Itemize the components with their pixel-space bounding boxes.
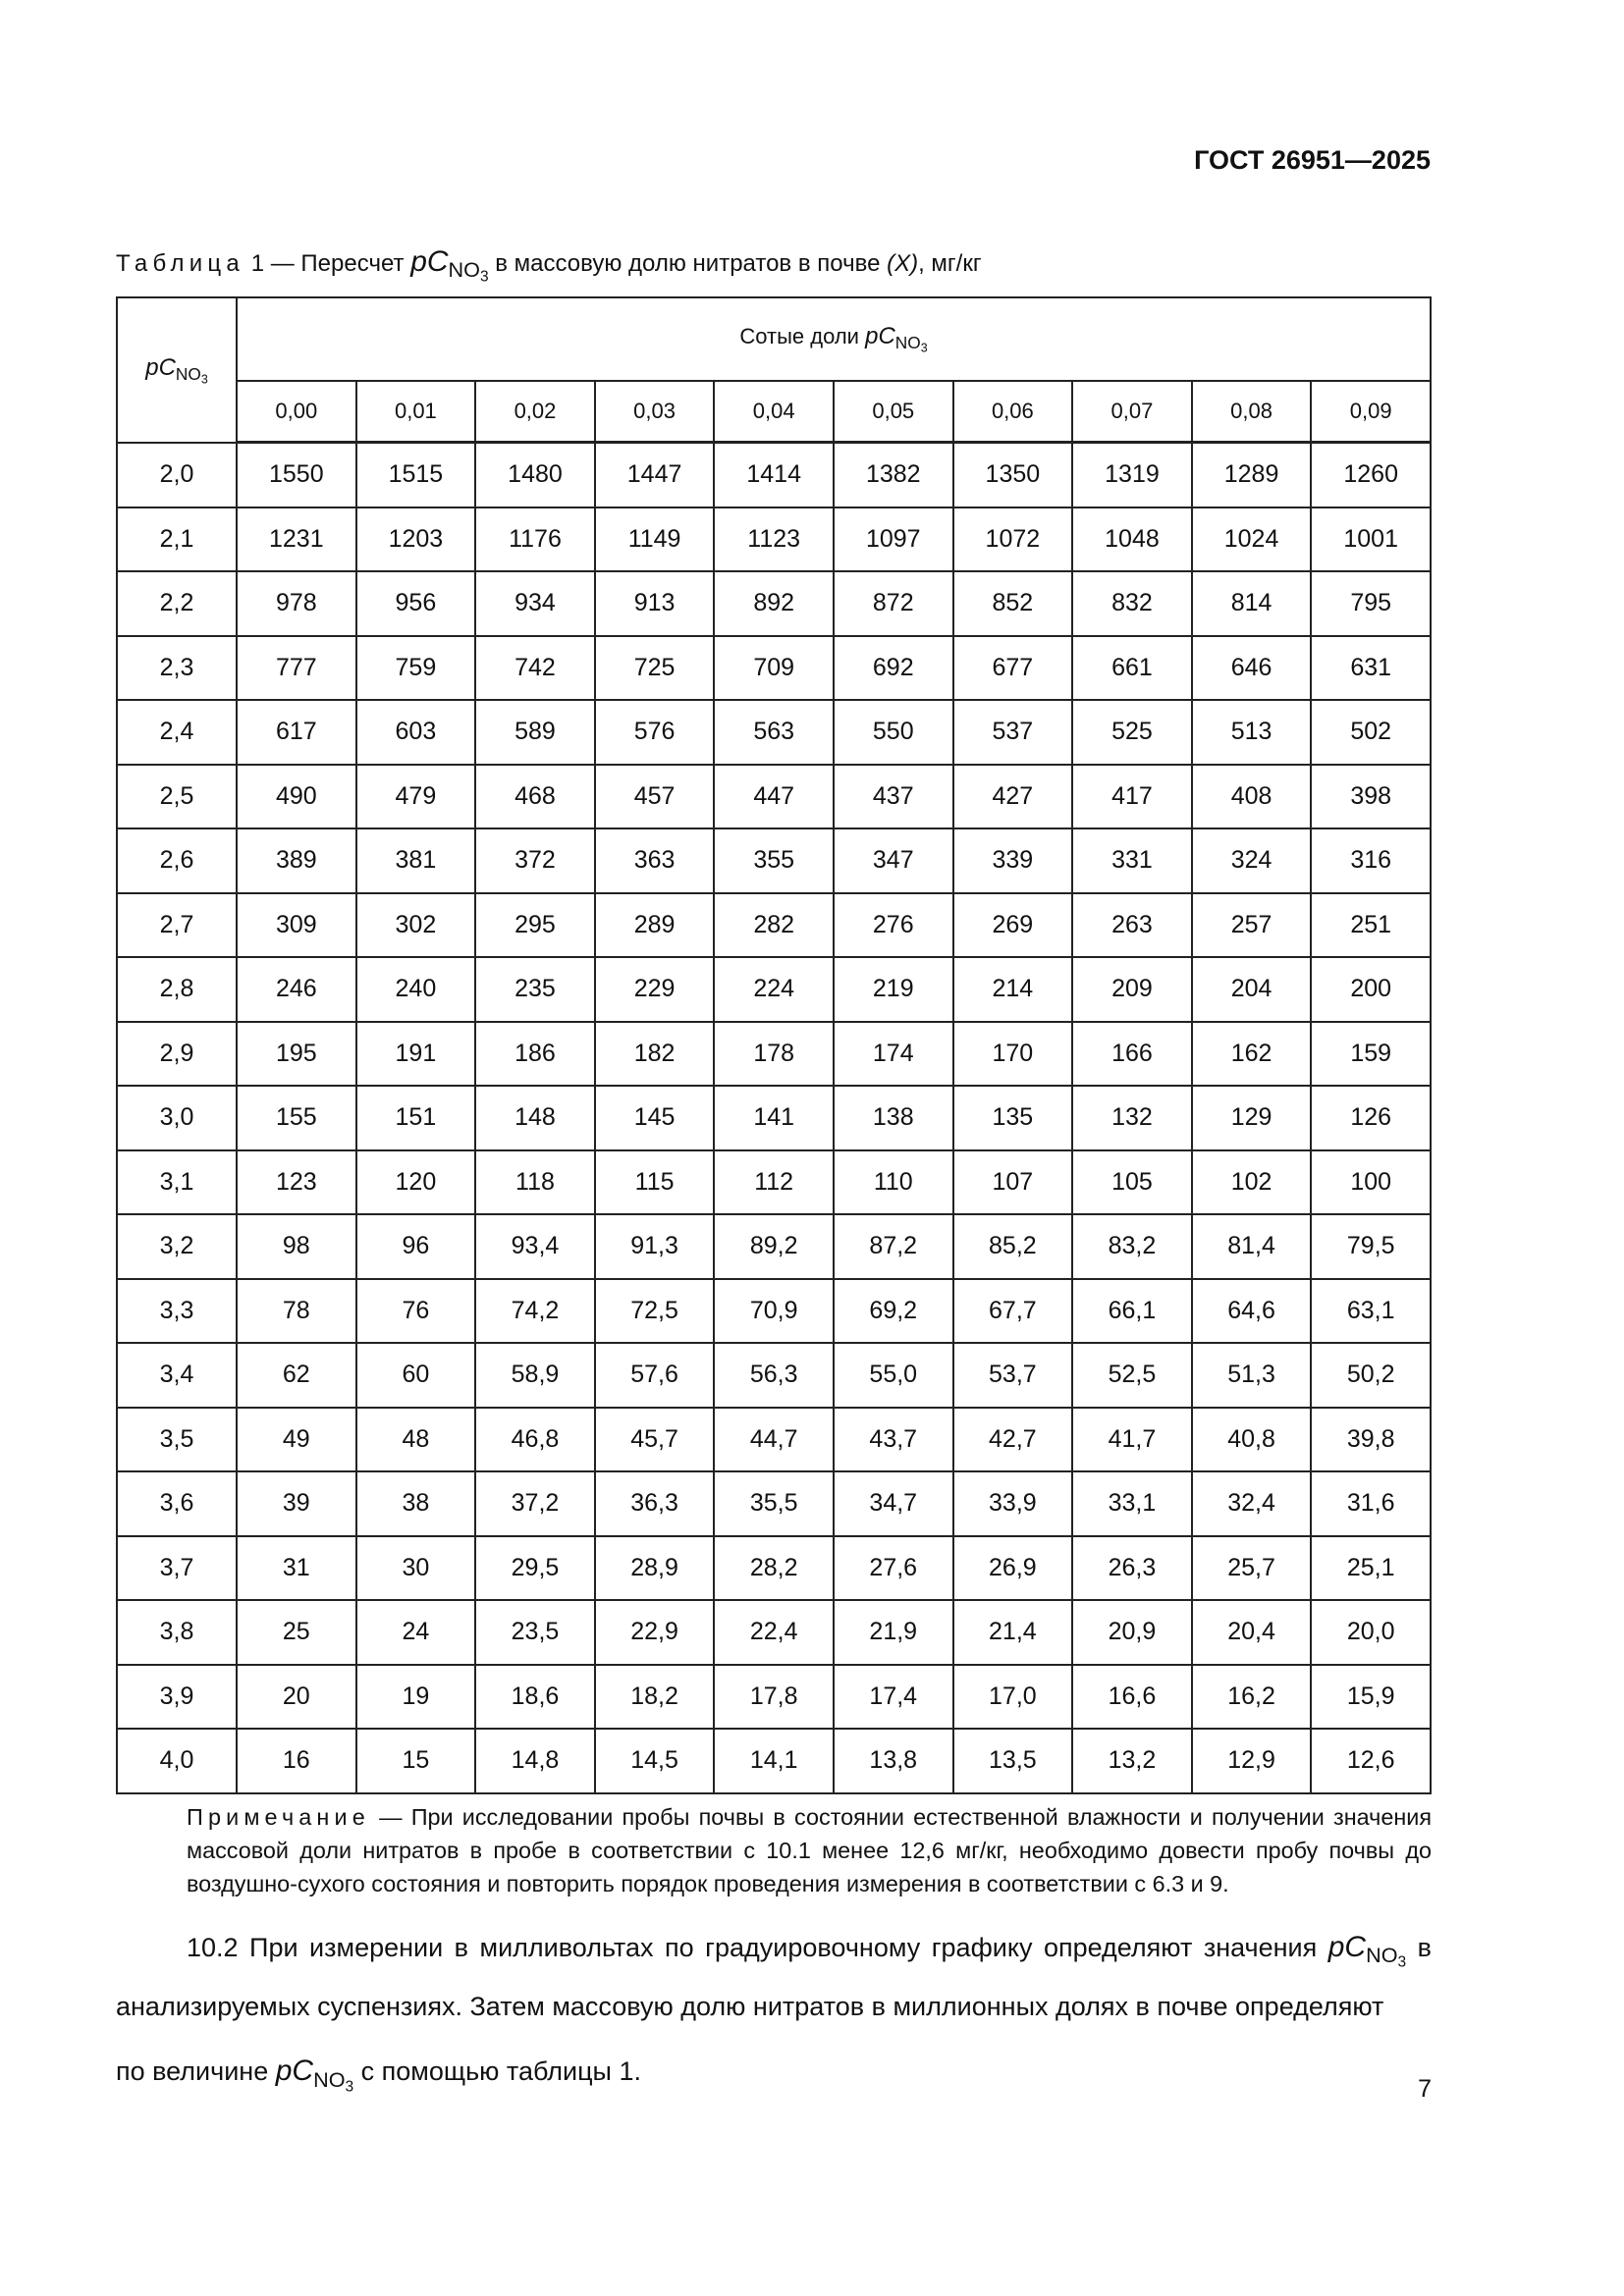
table-cell: 40,8 [1192, 1408, 1312, 1472]
table-cell: 219 [834, 957, 953, 1022]
table-cell: 18,2 [595, 1665, 715, 1730]
table-cell: 1447 [595, 443, 715, 507]
table-cell: 129 [1192, 1086, 1312, 1150]
table-cell: 777 [237, 636, 356, 701]
table-cell: 1480 [475, 443, 595, 507]
table-cell: 302 [356, 893, 476, 958]
table-cell: 118 [475, 1150, 595, 1215]
note-label: Примечание [187, 1804, 370, 1830]
table-row [117, 1536, 1431, 1601]
table-cell: 93,4 [475, 1214, 595, 1279]
table-cell: 537 [953, 700, 1073, 765]
table-cell: 26,3 [1072, 1536, 1192, 1601]
table-cell: 70,9 [714, 1279, 834, 1344]
table-cell: 24 [356, 1600, 476, 1665]
table-cell: 100 [1311, 1150, 1431, 1215]
table-cell: 1319 [1072, 443, 1192, 507]
table-cell: 31,6 [1311, 1471, 1431, 1536]
table-cell: 16,2 [1192, 1665, 1312, 1730]
table-cell: 479 [356, 765, 476, 829]
table-cell: 251 [1311, 893, 1431, 958]
table-cell: 289 [595, 893, 715, 958]
table-cell: 36,3 [595, 1471, 715, 1536]
table-cell: 91,3 [595, 1214, 715, 1279]
table-cell: 155 [237, 1086, 356, 1150]
table-cell: 39 [237, 1471, 356, 1536]
table-cell: 170 [953, 1022, 1073, 1087]
table-cell: 331 [1072, 828, 1192, 893]
table-cell: 48 [356, 1408, 476, 1472]
table-cell: 25,1 [1311, 1536, 1431, 1601]
table-row [117, 957, 1431, 1022]
table-cell: 18,6 [475, 1665, 595, 1730]
table-cell: 178 [714, 1022, 834, 1087]
table-row [117, 765, 1431, 829]
table-cell: 214 [953, 957, 1073, 1022]
table-cell: 1350 [953, 443, 1073, 507]
table-cell: 17,0 [953, 1665, 1073, 1730]
table-cell: 123 [237, 1150, 356, 1215]
table-cell: 502 [1311, 700, 1431, 765]
table-cell: 257 [1192, 893, 1312, 958]
table-cell: 16 [237, 1729, 356, 1793]
table-cell: 57,6 [595, 1343, 715, 1408]
table-cell: 151 [356, 1086, 476, 1150]
table-cell: 437 [834, 765, 953, 829]
table-cell: 12,6 [1311, 1729, 1431, 1793]
table-row [117, 700, 1431, 765]
table-cell: 1048 [1072, 507, 1192, 572]
table-cell: 135 [953, 1086, 1073, 1150]
row-key: 3,0 [117, 1086, 237, 1150]
table-cell: 617 [237, 700, 356, 765]
conversion-table [116, 296, 1432, 1794]
table-cell: 78 [237, 1279, 356, 1344]
table-cell: 224 [714, 957, 834, 1022]
section-paragraph: 10.2 При измерении в милливольтах по градуировочному графику определяют значения $pC_{NO_3}$ в анализируемых суспензиях. Затем массовую долю нитратов в миллионных долях в почве определяют по величине $pC_{NO_3}$ с помощью таблицы 1. [116, 1931, 1432, 2096]
table-cell: 646 [1192, 636, 1312, 701]
table-cell: 417 [1072, 765, 1192, 829]
table-cell: 174 [834, 1022, 953, 1087]
table-cell: 1289 [1192, 443, 1312, 507]
table-cell: 87,2 [834, 1214, 953, 1279]
table-cell: 576 [595, 700, 715, 765]
corner-header: $pC_{NO_3}$ [117, 297, 237, 443]
table-cell: 934 [475, 571, 595, 636]
table-cell: 148 [475, 1086, 595, 1150]
table-cell: 41,7 [1072, 1408, 1192, 1472]
table-cell: 96 [356, 1214, 476, 1279]
column-header: 0,09 [1311, 381, 1431, 443]
table-cell: 12,9 [1192, 1729, 1312, 1793]
table-cell: 69,2 [834, 1279, 953, 1344]
table-cell: 115 [595, 1150, 715, 1215]
row-key: 3,4 [117, 1343, 237, 1408]
table-cell: 263 [1072, 893, 1192, 958]
page-number: 7 [1418, 2075, 1432, 2103]
table-cell: 29,5 [475, 1536, 595, 1601]
table-cell: 15,9 [1311, 1665, 1431, 1730]
table-cell: 195 [237, 1022, 356, 1087]
table-cell: 892 [714, 571, 834, 636]
table-cell: 269 [953, 893, 1073, 958]
table-cell: 398 [1311, 765, 1431, 829]
table-cell: 74,2 [475, 1279, 595, 1344]
table-cell: 1515 [356, 443, 476, 507]
table-row [117, 636, 1431, 701]
table-cell: 408 [1192, 765, 1312, 829]
table-cell: 64,6 [1192, 1279, 1312, 1344]
table-cell: 363 [595, 828, 715, 893]
table-cell: 89,2 [714, 1214, 834, 1279]
table-row [117, 1729, 1431, 1793]
table-cell: 13,8 [834, 1729, 953, 1793]
table-row [117, 1471, 1431, 1536]
table-cell: 389 [237, 828, 356, 893]
row-key: 3,8 [117, 1600, 237, 1665]
table-cell: 72,5 [595, 1279, 715, 1344]
table-cell: 13,5 [953, 1729, 1073, 1793]
table-cell: 563 [714, 700, 834, 765]
table-cell: 1550 [237, 443, 356, 507]
table-cell: 83,2 [1072, 1214, 1192, 1279]
table-cell: 159 [1311, 1022, 1431, 1087]
table-cell: 52,5 [1072, 1343, 1192, 1408]
table-cell: 162 [1192, 1022, 1312, 1087]
table-cell: 381 [356, 828, 476, 893]
table-cell: 50,2 [1311, 1343, 1431, 1408]
table-cell: 98 [237, 1214, 356, 1279]
row-key: 2,7 [117, 893, 237, 958]
table-row [117, 893, 1431, 958]
table-cell: 66,1 [1072, 1279, 1192, 1344]
table-cell: 814 [1192, 571, 1312, 636]
table-cell: 742 [475, 636, 595, 701]
table-cell: 19 [356, 1665, 476, 1730]
table-cell: 34,7 [834, 1471, 953, 1536]
table-cell: 1260 [1311, 443, 1431, 507]
table-cell: 276 [834, 893, 953, 958]
table-cell: 63,1 [1311, 1279, 1431, 1344]
table-cell: 309 [237, 893, 356, 958]
paragraph-text-d: с помощью таблицы 1. [360, 2056, 641, 2087]
table-cell: 447 [714, 765, 834, 829]
table-row [117, 828, 1431, 893]
table-cell: 26,9 [953, 1536, 1073, 1601]
table-cell: 13,2 [1072, 1729, 1192, 1793]
table-cell: 1072 [953, 507, 1073, 572]
table-cell: 120 [356, 1150, 476, 1215]
caption-variable: (X) [887, 250, 919, 277]
column-header: 0,02 [475, 381, 595, 443]
table-cell: 339 [953, 828, 1073, 893]
table-row [117, 507, 1431, 572]
table-cell: 28,2 [714, 1536, 834, 1601]
table-cell: 20 [237, 1665, 356, 1730]
row-key: 2,8 [117, 957, 237, 1022]
table-cell: 49 [237, 1408, 356, 1472]
table-cell: 978 [237, 571, 356, 636]
caption-symbol: $pC_{NO_3}$ [410, 245, 489, 287]
column-header: 0,06 [953, 381, 1073, 443]
row-key: 3,3 [117, 1279, 237, 1344]
table-cell: 913 [595, 571, 715, 636]
table-cell: 17,8 [714, 1665, 834, 1730]
table-cell: 27,6 [834, 1536, 953, 1601]
table-cell: 15 [356, 1729, 476, 1793]
group-header: Сотые доли $pC_{NO_3}$ [237, 297, 1431, 381]
table-row [117, 1086, 1431, 1150]
table-cell: 79,5 [1311, 1214, 1431, 1279]
table-cell: 35,5 [714, 1471, 834, 1536]
table-cell: 14,8 [475, 1729, 595, 1793]
table-cell: 14,1 [714, 1729, 834, 1793]
table-caption [116, 245, 982, 287]
row-key: 2,6 [117, 828, 237, 893]
table-cell: 44,7 [714, 1408, 834, 1472]
table-cell: 240 [356, 957, 476, 1022]
row-key: 2,0 [117, 443, 237, 507]
table-cell: 60 [356, 1343, 476, 1408]
table-cell: 33,9 [953, 1471, 1073, 1536]
table-cell: 33,1 [1072, 1471, 1192, 1536]
table-cell: 631 [1311, 636, 1431, 701]
table-row [117, 1408, 1431, 1472]
table-row [117, 571, 1431, 636]
table-cell: 513 [1192, 700, 1312, 765]
table-cell: 832 [1072, 571, 1192, 636]
table-cell: 1024 [1192, 507, 1312, 572]
table-cell: 21,4 [953, 1600, 1073, 1665]
table-cell: 282 [714, 893, 834, 958]
row-key: 2,4 [117, 700, 237, 765]
table-cell: 28,9 [595, 1536, 715, 1601]
table-cell: 1414 [714, 443, 834, 507]
table-cell: 31 [237, 1536, 356, 1601]
table-cell: 39,8 [1311, 1408, 1431, 1472]
table-cell: 76 [356, 1279, 476, 1344]
row-key: 3,5 [117, 1408, 237, 1472]
table-cell: 1176 [475, 507, 595, 572]
table-cell: 468 [475, 765, 595, 829]
table-cell: 126 [1311, 1086, 1431, 1150]
table-cell: 141 [714, 1086, 834, 1150]
table-cell: 46,8 [475, 1408, 595, 1472]
table-cell: 872 [834, 571, 953, 636]
table-cell: 229 [595, 957, 715, 1022]
caption-post: в массовую долю нитратов в почве [495, 250, 881, 277]
table-cell: 235 [475, 957, 595, 1022]
table-cell: 725 [595, 636, 715, 701]
table-cell: 1001 [1311, 507, 1431, 572]
table-cell: 105 [1072, 1150, 1192, 1215]
table-cell: 372 [475, 828, 595, 893]
table-cell: 132 [1072, 1086, 1192, 1150]
table-row [117, 1665, 1431, 1730]
column-header: 0,08 [1192, 381, 1312, 443]
table-row [117, 1600, 1431, 1665]
table-cell: 145 [595, 1086, 715, 1150]
column-header: 0,07 [1072, 381, 1192, 443]
table-cell: 795 [1311, 571, 1431, 636]
table-cell: 53,7 [953, 1343, 1073, 1408]
table-row [117, 1150, 1431, 1215]
row-key: 2,5 [117, 765, 237, 829]
standard-code: ГОСТ 26951—2025 [1194, 145, 1431, 175]
table-cell: 112 [714, 1150, 834, 1215]
table-cell: 85,2 [953, 1214, 1073, 1279]
table-cell: 457 [595, 765, 715, 829]
column-header: 0,05 [834, 381, 953, 443]
table-cell: 589 [475, 700, 595, 765]
paragraph-text-a: 10.2 При измерении в милливольтах по градуировочному графику определяют значения [187, 1933, 1318, 1962]
row-key: 3,2 [117, 1214, 237, 1279]
table-cell: 107 [953, 1150, 1073, 1215]
table-cell: 20,0 [1311, 1600, 1431, 1665]
table-cell: 37,2 [475, 1471, 595, 1536]
table-cell: 204 [1192, 957, 1312, 1022]
table-cell: 956 [356, 571, 476, 636]
table-cell: 427 [953, 765, 1073, 829]
table-cell: 23,5 [475, 1600, 595, 1665]
row-key: 3,9 [117, 1665, 237, 1730]
table-cell: 490 [237, 765, 356, 829]
caption-number: 1 [250, 250, 265, 277]
table-cell: 1203 [356, 507, 476, 572]
table-cell: 56,3 [714, 1343, 834, 1408]
column-header: 0,04 [714, 381, 834, 443]
table-cell: 355 [714, 828, 834, 893]
table-cell: 45,7 [595, 1408, 715, 1472]
caption-label: Таблица [116, 250, 245, 277]
table-cell: 191 [356, 1022, 476, 1087]
table-cell: 67,7 [953, 1279, 1073, 1344]
table-cell: 20,4 [1192, 1600, 1312, 1665]
row-key: 3,6 [117, 1471, 237, 1536]
caption-units: , мг/кг [918, 250, 982, 277]
column-header: 0,01 [356, 381, 476, 443]
table-cell: 42,7 [953, 1408, 1073, 1472]
table-cell: 1123 [714, 507, 834, 572]
row-key: 2,9 [117, 1022, 237, 1087]
table-note [116, 1800, 1432, 1900]
table-cell: 25 [237, 1600, 356, 1665]
table-cell: 110 [834, 1150, 953, 1215]
table-cell: 138 [834, 1086, 953, 1150]
table-cell: 1231 [237, 507, 356, 572]
table-cell: 661 [1072, 636, 1192, 701]
table-cell: 21,9 [834, 1600, 953, 1665]
table-cell: 16,6 [1072, 1665, 1192, 1730]
table-cell: 81,4 [1192, 1214, 1312, 1279]
table-row [117, 1214, 1431, 1279]
table-cell: 1382 [834, 443, 953, 507]
column-header-row [117, 381, 1431, 443]
table-cell: 58,9 [475, 1343, 595, 1408]
table-cell: 43,7 [834, 1408, 953, 1472]
table-cell: 17,4 [834, 1665, 953, 1730]
table-row [117, 443, 1431, 507]
note-text: — При исследовании пробы почвы в состоянии естественной влажности и получении значения массовой доли нитратов в пробе в соответствии с 10.1 менее 12,6 мг/кг, необходимо довести пробу почвы до воздушно-сухого состояния и повторить порядок проведения измерения в соответствии с 6.3 и 9. [187, 1804, 1432, 1896]
caption-pre: — Пересчет [270, 250, 405, 277]
table-cell: 709 [714, 636, 834, 701]
table-cell: 166 [1072, 1022, 1192, 1087]
table-cell: 209 [1072, 957, 1192, 1022]
table-cell: 1097 [834, 507, 953, 572]
table-cell: 677 [953, 636, 1073, 701]
table-cell: 51,3 [1192, 1343, 1312, 1408]
table-cell: 55,0 [834, 1343, 953, 1408]
table-cell: 25,7 [1192, 1536, 1312, 1601]
column-header: 0,00 [237, 381, 356, 443]
table-cell: 295 [475, 893, 595, 958]
row-key: 2,1 [117, 507, 237, 572]
table-cell: 852 [953, 571, 1073, 636]
table-cell: 14,5 [595, 1729, 715, 1793]
row-key: 4,0 [117, 1729, 237, 1793]
table-cell: 759 [356, 636, 476, 701]
table-cell: 246 [237, 957, 356, 1022]
table-cell: 22,4 [714, 1600, 834, 1665]
paragraph-text-c: по величине [116, 2056, 269, 2087]
table-row [117, 1343, 1431, 1408]
table-cell: 550 [834, 700, 953, 765]
table-row [117, 1279, 1431, 1344]
table-cell: 200 [1311, 957, 1431, 1022]
table-cell: 316 [1311, 828, 1431, 893]
table-cell: 186 [475, 1022, 595, 1087]
table-cell: 20,9 [1072, 1600, 1192, 1665]
row-key: 3,7 [117, 1536, 237, 1601]
table-row [117, 1022, 1431, 1087]
row-key: 2,2 [117, 571, 237, 636]
table-cell: 62 [237, 1343, 356, 1408]
table-cell: 102 [1192, 1150, 1312, 1215]
row-key: 3,1 [117, 1150, 237, 1215]
table-cell: 30 [356, 1536, 476, 1601]
table-cell: 525 [1072, 700, 1192, 765]
table-cell: 603 [356, 700, 476, 765]
table-cell: 38 [356, 1471, 476, 1536]
table-cell: 692 [834, 636, 953, 701]
table-cell: 32,4 [1192, 1471, 1312, 1536]
table-cell: 324 [1192, 828, 1312, 893]
row-key: 2,3 [117, 636, 237, 701]
table-cell: 22,9 [595, 1600, 715, 1665]
table-cell: 182 [595, 1022, 715, 1087]
paragraph-text-b: в анализируемых суспензиях. Затем массовую долю нитратов в миллионных долях в почве определяют [116, 1933, 1432, 2022]
column-header: 0,03 [595, 381, 715, 443]
table-cell: 1149 [595, 507, 715, 572]
table-cell: 347 [834, 828, 953, 893]
